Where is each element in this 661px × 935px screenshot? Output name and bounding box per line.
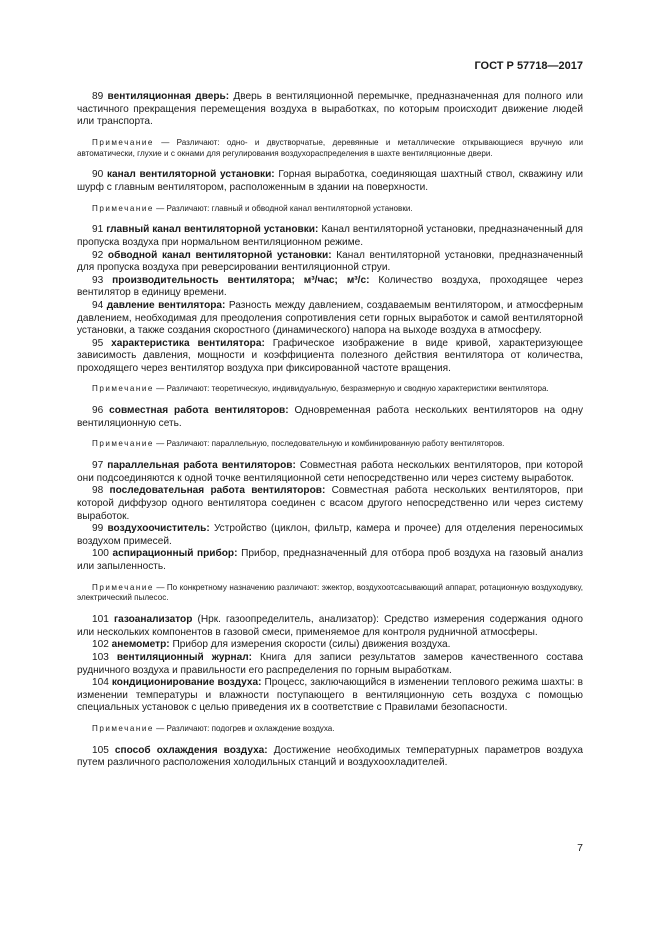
term-definition: Количество воздуха, проходящее через вентилятор в единицу времени. xyxy=(77,274,583,299)
term-definition: Совместная работа нескольких вентиляторов, при которой диффузор одного вентилятора соединен с всасом другого непосредственно или через систему выработок. xyxy=(77,485,583,522)
term-number: 93 xyxy=(92,274,104,286)
terms-list xyxy=(77,91,583,770)
term-entry xyxy=(77,91,583,129)
note-text: — Различают: одно- и двустворчатые, деревянные и металлические открывающиеся вручную или автоматически, глухие и с окнами для регулирования воздухораспределения в шахте вентиляционные двери. xyxy=(77,137,583,158)
note-label: Примечание xyxy=(92,384,154,394)
note xyxy=(77,204,583,215)
note-label: Примечание xyxy=(92,137,154,147)
note-text: — Различают: параллельную, последовательную и комбинированную работу вентиляторов. xyxy=(156,439,505,449)
term-title: обводной канал вентиляторной установки: xyxy=(107,249,332,261)
term-number: 103 xyxy=(92,651,109,663)
term-title: кондиционирование воздуха: xyxy=(111,677,262,689)
note-text: — Различают: подогрев и охлаждение воздуха. xyxy=(156,723,335,733)
term-definition: Разность между давлением, создаваемым вентилятором, и атмосферным давлением, необходимая для преодоления сопротивления сети горных выработок и самой вентиляторной установки, а также создания скоростного (динамического) напора на выходе воздуха в атмосферу. xyxy=(77,299,584,337)
term-definition: Одновременная работа нескольких вентиляторов на одну вентиляционную сеть. xyxy=(77,405,584,429)
term-number: 96 xyxy=(92,405,104,417)
term-entry xyxy=(77,523,583,548)
term-entry xyxy=(77,460,583,485)
term-entry xyxy=(77,405,583,430)
term-definition: Книга для записи результатов замеров качественного состава рудничного воздуха и правильности его распределения по горным выработкам. xyxy=(77,651,584,676)
term-entry xyxy=(77,300,583,338)
term-entry xyxy=(77,485,583,523)
note-label: Примечание xyxy=(92,203,154,213)
note xyxy=(77,384,583,395)
term-definition: Устройство (циклон, фильтр, камера и прочее) для отделения переносимых воздухом примесей. xyxy=(77,523,583,547)
term-title: последовательная работа вентиляторов: xyxy=(109,485,326,497)
term-definition: Прибор, предназначенный для отбора проб воздуха на газовый анализ или запыленность. xyxy=(77,548,584,573)
term-definition: Канал вентиляторной установки, предназначенный для пропуска воздуха при реверсировании вентиляционной струи. xyxy=(77,249,583,274)
term-number: 102 xyxy=(92,639,109,651)
term-number: 89 xyxy=(92,91,104,102)
term-entry xyxy=(77,745,583,770)
term-definition: Графическое изображение в виде кривой, характеризующее зависимость давления, мощности и коэффициента полезного действия вентилятора от количества, проходящего через вентилятор воздуха при фиксированной частоте вращения. xyxy=(77,337,583,374)
note xyxy=(77,138,583,160)
term-number: 90 xyxy=(92,169,104,181)
term-definition: Дверь в вентиляционной перемычке, предназначенная для полного или частичного прекращения перемещения воздуха в выработках, по которым происходит движение людей или транспорта. xyxy=(77,91,583,128)
term-definition: Достижение необходимых температурных параметров воздуха путем различного расположения холодильных станций и воздухоохладителей. xyxy=(77,744,584,769)
term-entry xyxy=(77,250,583,275)
term-number: 97 xyxy=(92,460,104,472)
note xyxy=(77,724,583,735)
term-number: 104 xyxy=(92,677,109,689)
term-number: 91 xyxy=(92,224,104,236)
term-entry xyxy=(77,275,583,300)
term-title: совместная работа вентиляторов: xyxy=(109,405,289,417)
note-label: Примечание xyxy=(92,439,154,449)
term-number: 105 xyxy=(92,744,109,756)
term-title: вентиляционный журнал: xyxy=(116,651,252,663)
term-title: аспирационный прибор: xyxy=(112,548,238,560)
term-number: 98 xyxy=(92,485,104,497)
term-title: давление вентилятора: xyxy=(106,299,226,311)
term-title: параллельная работа вентиляторов: xyxy=(107,460,296,472)
term-title: воздухоочиститель: xyxy=(107,523,210,535)
term-number: 99 xyxy=(92,523,104,535)
term-definition: Канал вентиляторной установки, предназначенный для пропуска воздуха при нормальном вентиляционном режиме. xyxy=(77,224,583,248)
term-definition: Процесс, заключающийся в изменении теплового режима шахты: в изменении температуры и влажности поступающего в вентиляционную сеть воздуха с помощью специальных установок с целью приведения их в соответствие с Правилами безопасности. xyxy=(77,677,583,714)
term-number: 95 xyxy=(92,337,104,349)
standard-designation: ГОСТ Р 57718—2017 xyxy=(474,60,583,72)
term-title: производительность вентилятора; м³/час; м³/с: xyxy=(112,274,370,286)
page-number: 7 xyxy=(577,842,583,854)
term-entry xyxy=(77,652,583,677)
term-entry xyxy=(77,639,583,652)
term-title: характеристика вентилятора: xyxy=(111,337,265,349)
term-number: 94 xyxy=(92,299,104,311)
term-title: главный канал вентиляторной установки: xyxy=(106,224,319,236)
term-definition: Прибор для измерения скорости (силы) движения воздуха. xyxy=(172,639,451,651)
note-text: — Различают: главный и обводной канал вентиляторной установки. xyxy=(156,203,413,213)
note xyxy=(77,439,583,450)
term-title: канал вентиляторной установки: xyxy=(106,169,275,181)
term-entry xyxy=(77,548,583,573)
term-title: анемометр: xyxy=(111,639,170,651)
term-definition: Горная выработка, соединяющая шахтный ствол, скважину или шурф с главным вентилятором, расположенным в здании на поверхности. xyxy=(77,169,583,193)
term-number: 100 xyxy=(92,548,109,560)
term-number: 101 xyxy=(92,614,109,626)
term-entry xyxy=(77,338,583,376)
note-text: — Различают: теоретическую, индивидуальную, безразмерную и сводную характеристики вентилятора. xyxy=(156,384,549,394)
note-text: — По конкретному назначению различают: эжектор, воздухоотсасывающий аппарат, ротационную воздуходувку, электрический пылесос. xyxy=(77,582,583,603)
term-entry xyxy=(77,224,583,249)
term-title: способ охлаждения воздуха: xyxy=(114,744,268,756)
term-number: 92 xyxy=(92,249,104,261)
term-entry xyxy=(77,614,583,639)
term-entry xyxy=(77,677,583,715)
note-label: Примечание xyxy=(92,723,154,733)
term-definition: (Нрк. газоопределитель, анализатор): Средство измерения содержания одного или нескольких компонентов в газовой смеси, применяемое для контроля рудничной атмосферы. xyxy=(77,614,584,638)
note-label: Примечание xyxy=(92,582,154,592)
term-definition: Совместная работа нескольких вентиляторов, при которой они подсоединяются к одной точке вентиляционной сети непосредственно или через систему выработок. xyxy=(77,460,583,484)
term-title: газоанализатор xyxy=(113,614,193,626)
note xyxy=(77,583,583,605)
term-entry xyxy=(77,169,583,194)
term-title: вентиляционная дверь: xyxy=(107,91,230,102)
